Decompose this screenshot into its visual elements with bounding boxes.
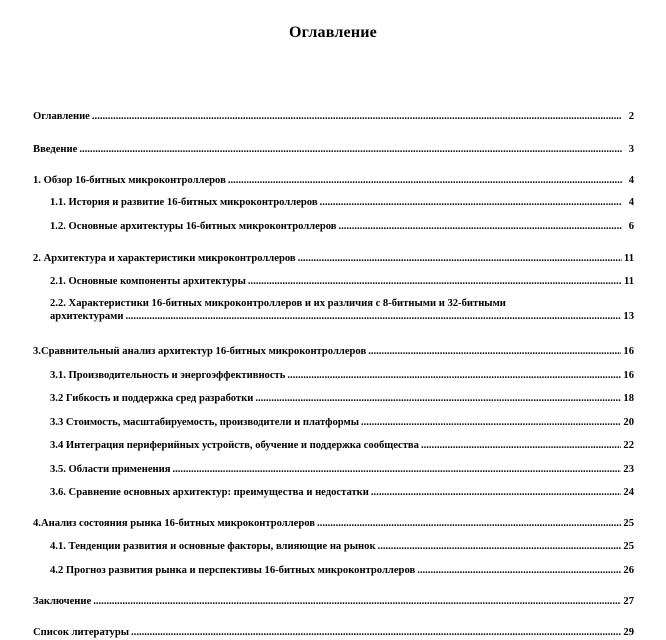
toc-entry-contents[interactable] <box>33 110 634 123</box>
toc-label: 1.2. Основные архитектуры 16-битных микроконтроллеров <box>50 221 337 232</box>
toc-entry-chapter-2[interactable] <box>33 252 634 265</box>
toc-page-number: 24 <box>623 487 634 498</box>
toc-label: Список литературы <box>33 627 130 638</box>
toc-entry-section-3-6[interactable] <box>50 486 634 499</box>
toc-page-number: 6 <box>628 221 634 232</box>
toc-page-number: 4 <box>628 175 634 186</box>
toc-label: Заключение <box>33 596 92 607</box>
toc-entry-section-4-1[interactable] <box>50 540 634 553</box>
dot-leader <box>131 626 621 639</box>
toc-label: 1.1. История и развитие 16-битных микроконтроллеров <box>50 197 318 208</box>
toc-page-number: 13 <box>623 311 634 322</box>
toc-label: 1. Обзор 16-битных микроконтроллеров <box>33 175 226 186</box>
toc-page-number: 11 <box>623 276 634 287</box>
dot-leader <box>338 220 622 233</box>
toc-entry-section-3-4[interactable] <box>50 439 634 452</box>
dot-leader <box>287 369 621 382</box>
toc-label-line-2: архитектурами <box>50 311 124 322</box>
dot-leader <box>417 564 621 577</box>
toc-entry-section-2-1[interactable] <box>50 275 634 288</box>
toc-page-number: 4 <box>628 197 634 208</box>
dot-leader <box>228 174 622 187</box>
toc-entry-references[interactable] <box>33 626 634 639</box>
dot-leader <box>92 110 622 123</box>
dot-leader <box>317 517 621 530</box>
toc-entry-section-2-2[interactable] <box>50 297 634 323</box>
toc-page-number: 16 <box>623 346 634 357</box>
dot-leader <box>361 416 621 429</box>
toc-page-number: 20 <box>623 417 634 428</box>
dot-leader <box>320 196 622 209</box>
dot-leader <box>368 345 621 358</box>
toc-label: 4.Анализ состояния рынка 16-битных микроконтроллеров <box>33 518 316 529</box>
dot-leader <box>421 439 621 452</box>
toc-entry-section-1-2[interactable] <box>50 220 634 233</box>
toc-label: 4.1. Тенденции развития и основные факторы, влияющие на рынок <box>50 541 376 552</box>
toc-page-number: 22 <box>623 440 634 451</box>
toc-page-number: 2 <box>628 111 634 122</box>
toc-label: Оглавление <box>33 111 90 122</box>
dot-leader <box>93 595 621 608</box>
toc-entry-chapter-3[interactable] <box>33 345 634 358</box>
toc-label: 4.2 Прогноз развития рынка и перспективы 16-битных микроконтроллеров <box>50 565 416 576</box>
dot-leader <box>255 392 621 405</box>
toc-entry-conclusion[interactable] <box>33 595 634 608</box>
toc-entry-section-3-2[interactable] <box>50 392 634 405</box>
toc-label: 3.4 Интеграция периферийных устройств, обучение и поддержка сообщества <box>50 440 419 451</box>
dot-leader <box>79 143 622 156</box>
toc-label-line-1: 2.2. Характеристики 16-битных микроконтроллеров и их различия с 8-битными и 32-битными <box>50 298 506 309</box>
toc-label: 3.2 Гибкость и поддержка сред разработки <box>50 393 254 404</box>
toc-page-number: 18 <box>623 393 634 404</box>
toc-page-number: 29 <box>623 627 634 638</box>
dot-leader <box>378 540 622 553</box>
toc-page-number: 25 <box>623 518 634 529</box>
toc-label: Введение <box>33 144 78 155</box>
dot-leader <box>248 275 622 288</box>
toc-entry-section-3-3[interactable] <box>50 416 634 429</box>
toc-label: 3.3 Стоимость, масштабируемость, производители и платформы <box>50 417 359 428</box>
toc-label: 3.6. Сравнение основных архитектур: преимущества и недостатки <box>50 487 369 498</box>
toc-label: 3.Сравнительный анализ архитектур 16-битных микроконтроллеров <box>33 346 367 357</box>
toc-entry-section-3-1[interactable] <box>50 369 634 382</box>
toc-entry-chapter-1[interactable] <box>33 174 634 187</box>
page-title: Оглавление <box>289 24 377 41</box>
toc-entry-introduction[interactable] <box>33 143 634 156</box>
dot-leader <box>125 310 621 323</box>
toc-page-number: 26 <box>623 565 634 576</box>
toc-label: 2.1. Основные компоненты архитектуры <box>50 276 246 287</box>
toc-entry-section-4-2[interactable] <box>50 564 634 577</box>
toc-page-number: 16 <box>623 370 634 381</box>
toc-entry-section-1-1[interactable] <box>50 196 634 209</box>
dot-leader <box>298 252 622 265</box>
toc-label: 3.5. Области применения <box>50 464 171 475</box>
dot-leader <box>172 463 621 476</box>
toc-page-number: 25 <box>623 541 634 552</box>
toc-page-number: 23 <box>623 464 634 475</box>
toc-page-number: 11 <box>623 253 634 264</box>
dot-leader <box>371 486 622 499</box>
toc-page-number: 3 <box>628 144 634 155</box>
toc-entry-section-3-5[interactable] <box>50 463 634 476</box>
toc-entry-chapter-4[interactable] <box>33 517 634 530</box>
toc-label: 2. Архитектура и характеристики микроконтроллеров <box>33 253 296 264</box>
toc-label: 3.1. Производительность и энергоэффективность <box>50 370 286 381</box>
toc-page-number: 27 <box>623 596 634 607</box>
